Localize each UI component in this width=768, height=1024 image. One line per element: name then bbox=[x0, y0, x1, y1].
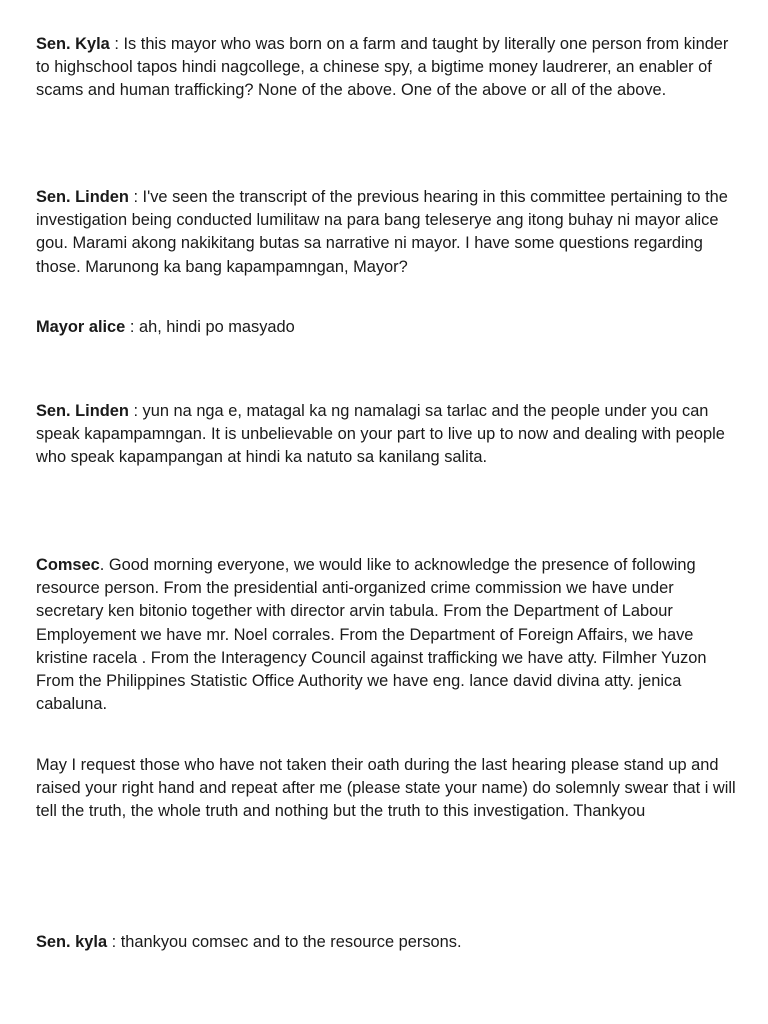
paragraph-text: : I've seen the transcript of the previous hearing in this committee pertaining to the investigation being conducted lumilitaw na para bang teleserye ang itong buhay ni mayor alice gou. Marami akong nakikitang butas sa narrative ni mayor. I have some questions regarding those. Marunong ka bang kapampamngan, Mayor? bbox=[36, 188, 728, 276]
speaker-name: Sen. kyla bbox=[36, 933, 108, 951]
paragraph-text: : yun na nga e, matagal ka ng namalagi sa tarlac and the people under you can speak kapampamngan. It is unbelievable on your part to live up to now and dealing with people who speak kapampangan at hindi ka natuto sa kanilang salita. bbox=[36, 402, 725, 467]
transcript-paragraph bbox=[36, 754, 736, 824]
speaker-name: Sen. Linden bbox=[36, 188, 129, 206]
speaker-name: Mayor alice bbox=[36, 318, 126, 336]
paragraph-text: : ah, hindi po masyado bbox=[125, 318, 295, 336]
transcript-paragraph bbox=[36, 33, 736, 103]
paragraph-text: . Good morning everyone, we would like to acknowledge the presence of following resource person. From the presidential anti-organized crime commission we have under secretary ken bitonio together with director arvin tabula. From the Department of Labour Employement we have mr. Noel corrales. From the Department of Foreign Affairs, we have kristine racela . From the Interagency Council against trafficking we have atty. Filmher Yuzon From the Philippines Statistic Office Authority we have eng. lance david divina atty. jenica cabaluna. bbox=[36, 556, 707, 714]
speaker-name: Sen. Kyla bbox=[36, 35, 110, 53]
transcript-paragraph bbox=[36, 400, 736, 470]
transcript-paragraph bbox=[36, 554, 736, 716]
transcript-paragraph bbox=[36, 931, 736, 954]
transcript-paragraph bbox=[36, 316, 736, 339]
paragraph-text: May I request those who have not taken their oath during the last hearing please stand up and raised your right hand and repeat after me (please state your name) do solemnly swear that i will tell the truth, the whole truth and nothing but the truth to this investigation. Thankyou bbox=[36, 756, 736, 821]
paragraph-text: : thankyou comsec and to the resource persons. bbox=[107, 933, 462, 951]
speaker-name: Comsec bbox=[36, 556, 100, 574]
transcript-paragraph bbox=[36, 186, 736, 279]
paragraph-text: : Is this mayor who was born on a farm and taught by literally one person from kinder to highschool tapos hindi nagcollege, a chinese spy, a bigtime money laudrerer, an enabler of scams and human trafficking? None of the above. One of the above or all of the above. bbox=[36, 35, 729, 100]
speaker-name: Sen. Linden bbox=[36, 402, 129, 420]
